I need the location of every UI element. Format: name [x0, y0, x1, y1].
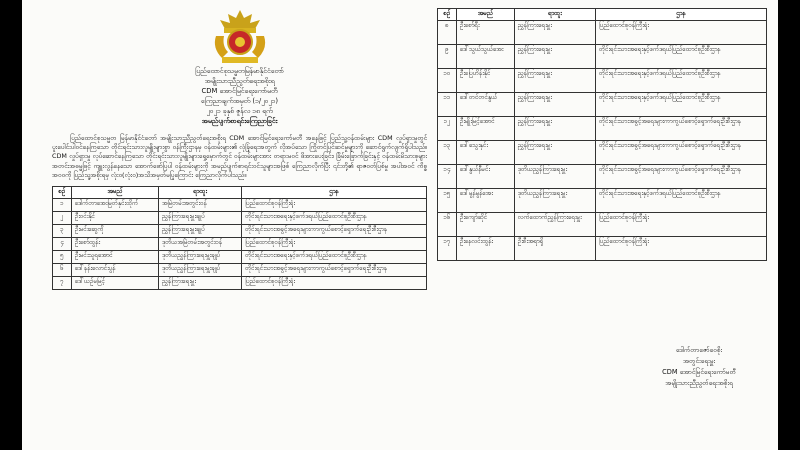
cell-dept: တိုင်းရင်းသားအခွင့်အရေးများကာကွယ်စောင့်ရှောက်ရေးဦးစီးဌာန — [596, 117, 767, 141]
cell-dept: ပြည်ထောင်စုဝန်ကြီးရုံး — [596, 237, 767, 261]
cell-dept: တိုင်းရင်းသားအခွင့်အရေးများကာကွယ်စောင့်ရှောက်ရေးဦးစီးဌာန — [596, 141, 767, 165]
cell-name: ဒေါ်သွယ်သွယ်အေး — [457, 45, 515, 69]
cell-rank: ညွှန်ကြားရေးမှူးချုပ် — [159, 212, 242, 225]
table-row — [438, 189, 767, 213]
cell-rank: ဦးစီးအရာရှိ — [514, 237, 595, 261]
blacklist-table-right — [437, 8, 767, 261]
header-line-committee: CDM အောင်မြင်ရေးကော်မတီ — [201, 87, 278, 95]
cell-no: ၅ — [53, 251, 72, 264]
cell-dept: ပြည်ထောင်စုဝန်ကြီးရုံး — [242, 238, 427, 251]
table-row — [53, 238, 427, 251]
table-header-row — [53, 187, 427, 199]
cell-name: ဦးမျိုးမြင့်အောင် — [457, 117, 515, 141]
cell-no: ၆ — [53, 264, 72, 277]
left-column — [52, 8, 427, 290]
cell-rank: ဒုတိယညွှန်ကြားရေးမှူးချုပ် — [159, 264, 242, 277]
cell-name: ဒေါက်တာအေးမြတ်နှင်းထိုက် — [72, 199, 159, 212]
signatory-committee: CDM အောင်မြင်ရေးကော်မတီ — [662, 368, 736, 376]
table-row — [438, 141, 767, 165]
table-header-row — [438, 9, 767, 21]
cell-dept: တိုင်းရင်းသားအခွင့်အရေးများကာကွယ်စောင့်ရှောက်ရေးဦးစီးဌာန — [596, 165, 767, 189]
cell-no: ၇ — [53, 277, 72, 290]
cell-rank: ညွှန်ကြားရေးမှူး — [514, 69, 595, 93]
cell-no: ၉ — [438, 45, 457, 69]
document-title: အမည်ပျက်စာရင်းကြေညာခြင်း — [201, 117, 278, 125]
right-column — [437, 8, 767, 261]
cell-no: ၂ — [53, 212, 72, 225]
table-row — [438, 45, 767, 69]
col-rank-header: ရာထူး — [514, 9, 595, 21]
signatory-role: အတွင်းရေးမှူး — [682, 357, 716, 365]
cell-dept: တိုင်းရင်းသားအရေးနှင့်ဖက်ဒရယ်ပြည်ထောင်စုဦးစီးဌာန — [596, 93, 767, 117]
cell-dept: တိုင်းရင်းသားအရေးနှင့်ဖက်ဒရယ်ပြည်ထောင်စုဦးစီးဌာန — [596, 189, 767, 213]
table-row — [438, 165, 767, 189]
table-row — [53, 199, 427, 212]
cell-name: ဦးပြေဟိန်းနိုင် — [457, 69, 515, 93]
table-row — [438, 213, 767, 237]
table-row — [438, 237, 767, 261]
cell-no: ၁ — [53, 199, 72, 212]
cell-rank: ညွှန်ကြားရေးမှူး — [514, 93, 595, 117]
cell-dept: တိုင်းရင်းသားအရေးနှင့်ဖက်ဒရယ်ပြည်ထောင်စုဦးစီးဌာန — [596, 69, 767, 93]
signature-block — [634, 345, 764, 389]
header-line-government: အမျိုးသားညီညွတ်ရေးအစိုးရ — [204, 77, 275, 85]
cell-no: ၁၄ — [438, 165, 457, 189]
cell-name: ဒေါ်သွေးနှင်း — [457, 141, 515, 165]
cell-name: ဒေါ်ယဉ်မမြင့် — [72, 277, 159, 290]
signatory-government: အမျိုးသားညီညွတ်ရေးအစိုးရ — [665, 379, 733, 387]
document-header — [52, 66, 427, 126]
cell-name: ဦးနေလင်းထွန်း — [457, 237, 515, 261]
cell-rank: ဒုတိယအမြဲတမ်းအတွင်းဝန် — [159, 238, 242, 251]
cell-name: ဦးစော်ရီး — [457, 21, 515, 45]
cell-dept: ပြည်ထောင်စုဝန်ကြီးရုံး — [596, 21, 767, 45]
cell-rank: ဒုတိယညွှန်ကြားရေးမှူးချုပ် — [159, 251, 242, 264]
cell-dept: ပြည်ထောင်စုဝန်ကြီးရုံး — [596, 213, 767, 237]
col-dept-header: ဌာန — [242, 187, 427, 199]
cell-no: ၃ — [53, 225, 72, 238]
cell-no: ၁၂ — [438, 117, 457, 141]
table-row — [438, 93, 767, 117]
cell-rank: ဒုတိယညွှန်ကြားရေးမှူး — [514, 165, 595, 189]
col-name-header: အမည် — [72, 187, 159, 199]
cell-name: ဦးစော်ထွန်း — [72, 238, 159, 251]
cell-rank: ညွှန်ကြားရေးမှူး — [514, 141, 595, 165]
cell-no: ၈ — [438, 21, 457, 45]
header-line-country: ပြည်ထောင်စုသမ္မတမြန်မာနိုင်ငံတော် — [195, 67, 284, 75]
cell-name: ဦးမင်းဆွေကို — [72, 225, 159, 238]
cell-name: ဒေါ်တင်တင်နွယ် — [457, 93, 515, 117]
right-letterbox — [778, 0, 800, 450]
cell-name: ဒေါ်နန်းလောင်းပွန် — [72, 264, 159, 277]
cell-no: ၁၅ — [438, 189, 457, 213]
cell-no: ၁၃ — [438, 141, 457, 165]
cell-rank: လက်ထောက်ညွှန်ကြားရေးမှူး — [514, 213, 595, 237]
cell-dept: ပြည်ထောင်စုဝန်ကြီးရုံး — [242, 277, 427, 290]
cell-name: ဦးဝင်းနိုင် — [72, 212, 159, 225]
cell-dept: ပြည်ထောင်စုဝန်ကြီးရုံး — [242, 199, 427, 212]
signatory-name: ဒေါက်တာဇော်ဝေစိုး — [675, 346, 723, 354]
cell-dept: တိုင်းရင်းသားအခွင့်အရေးများကာကွယ်စောင့်ရှောက်ရေးဦးစီးဌာန — [242, 225, 427, 238]
table-row — [53, 225, 427, 238]
cell-rank: ညွှန်ကြားရေးမှူး — [159, 277, 242, 290]
table-row — [438, 21, 767, 45]
table-row — [438, 69, 767, 93]
cell-rank: ညွှန်ကြားရေးမှူးချုပ် — [159, 225, 242, 238]
col-rank-header: ရာထူး — [159, 187, 242, 199]
cell-rank: ညွှန်ကြားရေးမှူး — [514, 45, 595, 69]
cell-no: ၁၁ — [438, 93, 457, 117]
state-emblem-icon — [210, 8, 270, 66]
announcement-paragraph: ပြည်ထောင်စုသမ္မတ မြန်မာနိုင်ငံတော် အမျိုးသားညီညွတ်ရေးအစိုးရ CDM အောင်မြင်ရေးကော်မတီ အနေဖြင့် ပြည်သူ့ဝန်ထမ်းများ CDM လှုပ်ရှားမှုတွင်ပူးပေါင်းပါဝင်နေကြသော တိုင်းရင်းသားလူမျိုးများစွာ ဝန်ကြီးဌာနမှ ဝန်ထမ်းများ၏ လုံခြုံရေးအတွက် လိုအပ်သော ကြိုတင်ပြင်ဆင်မှုများကို ဆောင်ရွက်လျက်ရှိပါသည်။ CDM လှုပ်ရှားမှု လုပ်ဆောင်နေကြသော တိုင်းရင်းသားလူမျိုးများရှေ့မှောက်တွင် ဝန်ထမ်းများအား တရားမဝင် ဖိအားပေးခြင်း၊ ခြိမ်းခြောက်ခြင်းနှင့် ဝန်ထမ်းမိသားစုများ အတင်းအဓမ္မဖြင့် ကျူးလွန်နေသော အောက်ဖော်ပြပါ ဝန်ထမ်းများကို အမည်ပျက်စာရင်းဝင်သူများအဖြစ် ကြေညာလိုက်ပြီး ၎င်းတို့၏ ရာဇဝတ်ပြစ်မှု အပါအဝင် ကိစ္စအဝဝကို ပြည်သူ့အစိုးရမှ လုံးဝ(လုံးဝ)အသိအမှတ်မပြုကြောင်း ကြေညာလိုက်ပါသည်။ — [52, 134, 427, 179]
cell-rank: အမြဲတမ်းအတွင်းဝန် — [159, 199, 242, 212]
cell-rank: ဒုတိယညွှန်ကြားရေးမှူး — [514, 189, 595, 213]
cell-name: ဒေါ်မွန်မွန်အေး — [457, 189, 515, 213]
cell-dept: တိုင်းရင်းသားအရေးနှင့်ဖက်ဒရယ်ပြည်ထောင်စုဦးစီးဌာန — [596, 45, 767, 69]
cell-no: ၁၀ — [438, 69, 457, 93]
cell-no: ၁၆ — [438, 213, 457, 237]
table-row — [53, 251, 427, 264]
cell-rank: ညွှန်ကြားရေးမှူး — [514, 21, 595, 45]
cell-name: ဒေါ်နွယ်နီမင်း — [457, 165, 515, 189]
table-row — [53, 264, 427, 277]
col-dept-header: ဌာန — [596, 9, 767, 21]
table-row — [53, 277, 427, 290]
table-row — [438, 117, 767, 141]
document-page — [22, 0, 778, 450]
cell-no: ၁၇ — [438, 237, 457, 261]
table-row — [53, 212, 427, 225]
cell-name: ဦးမင်းသူရအောင် — [72, 251, 159, 264]
header-line-number: ကြေညာချက်အမှတ် (၁/၂၀၂၁) — [200, 97, 279, 105]
col-no-header: စဉ် — [438, 9, 457, 21]
cell-dept: တိုင်းရင်းသားအခွင့်အရေးများကာကွယ်စောင့်ရှောက်ရေးဦးစီးဌာန — [242, 264, 427, 277]
cell-dept: တိုင်းရင်းသားအရေးနှင့်ဖက်ဒရယ်ပြည်ထောင်စုဦးစီးဌာန — [242, 212, 427, 225]
header-line-date: ၂၀၂၁ ခုနှစ် ဇူန်လ ၁၈ ရက် — [206, 107, 273, 115]
blacklist-table-left — [52, 186, 427, 290]
cell-name: ဦးကျော်ဆိုင် — [457, 213, 515, 237]
left-letterbox — [0, 0, 22, 450]
cell-rank: ညွှန်ကြားရေးမှူး — [514, 117, 595, 141]
cell-no: ၄ — [53, 238, 72, 251]
col-name-header: အမည် — [457, 9, 515, 21]
cell-dept: တိုင်းရင်းသားအရေးနှင့်ဖက်ဒရယ်ပြည်ထောင်စုဦးစီးဌာန — [242, 251, 427, 264]
col-no-header: စဉ် — [53, 187, 72, 199]
